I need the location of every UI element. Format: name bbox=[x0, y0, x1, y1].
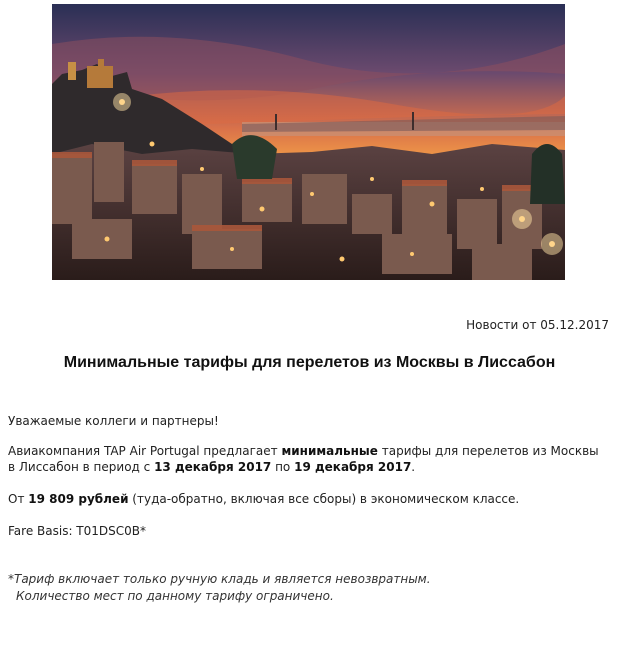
price-value: 19 809 рублей bbox=[28, 492, 129, 506]
price-paragraph bbox=[8, 491, 608, 507]
price-prefix: От bbox=[8, 492, 29, 506]
page-title: Минимальные тарифы для перелетов из Москвы в Лиссабон bbox=[63, 354, 556, 371]
news-date: Новости от 05.12.2017 bbox=[466, 318, 609, 332]
price-suffix: (туда-обратно, включая все сборы) в экономическом классе. bbox=[128, 492, 520, 506]
date-to: 19 декабря 2017 bbox=[294, 460, 412, 474]
offer-text-4: . bbox=[411, 460, 416, 474]
fare-basis: Fare Basis: T01DSC0B* bbox=[8, 524, 147, 538]
lisbon-sunset-illustration bbox=[52, 4, 565, 280]
offer-paragraph bbox=[8, 443, 608, 475]
offer-text-3: по bbox=[271, 460, 295, 474]
note-line-1: *Тариф включает только ручную кладь и является невозвратным. bbox=[8, 572, 431, 586]
offer-highlight-minimal: минимальные bbox=[281, 444, 378, 458]
fare-note bbox=[8, 571, 431, 605]
offer-text-2: тарифы для перелетов из Москвы в Лиссабон в период с bbox=[8, 444, 599, 474]
greeting: Уважаемые коллеги и партнеры! bbox=[8, 414, 219, 428]
offer-text-1: Авиакомпания TAP Air Portugal предлагает bbox=[8, 444, 282, 458]
note-line-2: Количество мест по данному тарифу ограничено. bbox=[16, 589, 334, 603]
date-from: 13 декабря 2017 bbox=[154, 460, 272, 474]
hero-image-lisbon bbox=[52, 4, 565, 280]
